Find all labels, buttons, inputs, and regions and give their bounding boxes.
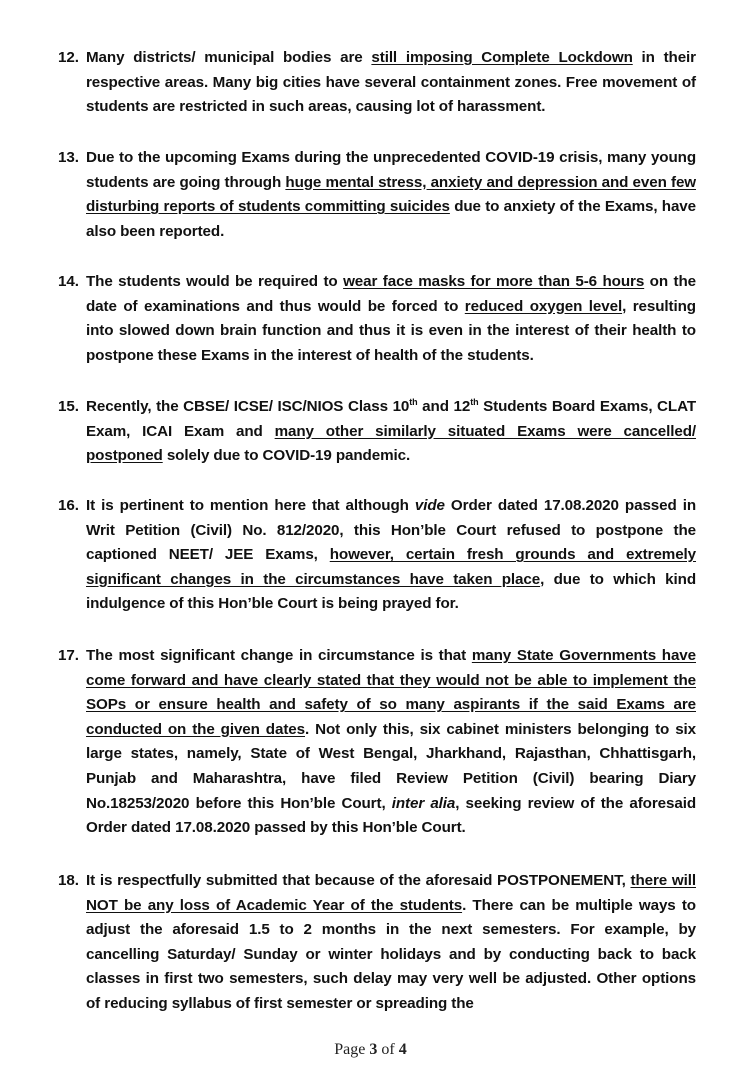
paragraph-number: 12. (58, 49, 79, 66)
paragraph-14 (58, 270, 696, 368)
underlined-text: however, certain fresh grounds and extremely significant changes in the circumstances have taken place (86, 546, 697, 588)
text-segment: The students would be required to (86, 273, 344, 290)
text-segment: and 12 (417, 398, 471, 415)
superscript-text: th (470, 396, 479, 407)
paragraph-text (58, 395, 696, 469)
paragraph-number: 15. (58, 398, 79, 415)
page-label: Page (334, 1041, 370, 1058)
underlined-text: huge mental stress, anxiety and depression and even few disturbing reports of students committing suicides (86, 173, 697, 216)
paragraph-text (58, 270, 696, 368)
paragraph-text (58, 46, 696, 120)
underlined-text: many State Governments have come forward and have clearly stated that they would not be able to implement the SOPs or ensure health and safety of so many aspirants if the said Exams are conducted on the given dates (86, 647, 696, 738)
paragraph-12 (58, 46, 696, 120)
text-segment: Order dated 17.08.2020 passed in Writ Petition (Civil) No. 812/2020, this Hon’ble Court refused to postpone the captioned NEET/ JEE Exams, (86, 497, 696, 564)
text-segment: , seeking review of the aforesaid Order dated 17.08.2020 passed by this Hon’ble Court. (86, 794, 696, 837)
paragraph-16 (58, 494, 696, 617)
paragraph-13 (58, 146, 696, 244)
underlined-text: there will NOT be any loss of Academic Year of the students (86, 872, 696, 914)
text-segment: . Not only this, six cabinet ministers belonging to six large states, namely, State of West Bengal, Jharkhand, Rajasthan, Chhattisgarh, Punjab and Maharashtra, have filed Review Petition (Civil) bearing Diary No.18253/2020 before this Hon’ble Court, (86, 720, 697, 812)
text-segment: due to anxiety of the Exams, have also been reported. (86, 198, 696, 240)
text-segment: Students Board Exams, CLAT Exam, ICAI Exam and (86, 398, 696, 440)
paragraph-15 (58, 395, 696, 469)
text-segment: , due to which kind indulgence of this Hon’ble Court is being prayed for. (86, 570, 696, 613)
paragraph-number: 18. (58, 872, 79, 889)
current-page-number: 3 (369, 1041, 378, 1058)
page-footer (0, 1041, 741, 1059)
text-segment: , resulting into slowed down brain function and thus it is even in the interest of their health to postpone these Exams in the interest of health of the students. (86, 297, 696, 364)
text-segment: solely due to COVID-19 pandemic. (162, 447, 411, 465)
text-segment: Due to the upcoming Exams during the unprecedented COVID-19 crisis, many young students are going through (86, 149, 696, 191)
paragraph-number: 13. (58, 149, 79, 166)
superscript-text: th (409, 396, 418, 407)
paragraph-text (58, 644, 696, 841)
text-segment: . There can be multiple ways to adjust the aforesaid 1.5 to 2 months in the next semesters. For example, by cancelling Saturday/ Sunday or winter holidays and by conducting back to back classes in first two semesters, such delay may very well be adjusted. Other options of reducing syllabus of first semester or spreading the (86, 896, 696, 1012)
text-segment: on the date of examinations and thus would be forced to (86, 273, 696, 315)
text-segment: Recently, the CBSE/ ICSE/ ISC/NIOS Class 10 (86, 398, 410, 415)
text-segment: Many districts/ municipal bodies are (86, 49, 372, 66)
paragraph-17 (58, 644, 696, 841)
paragraph-number: 14. (58, 273, 79, 290)
text-segment: It is pertinent to mention here that although (86, 497, 415, 514)
underlined-text: reduced oxygen level (464, 297, 623, 315)
total-page-count: 4 (398, 1041, 407, 1058)
paragraph-text (58, 146, 696, 244)
italic-text: inter alia (391, 794, 456, 812)
underlined-text: wear face masks for more than 5-6 hours (343, 273, 645, 290)
paragraph-18 (58, 869, 696, 1017)
text-segment: The most significant change in circumstance is that (86, 647, 472, 664)
paragraph-number: 16. (58, 497, 79, 514)
page-separator: of (377, 1041, 399, 1058)
paragraph-text (58, 494, 696, 617)
paragraph-number: 17. (58, 647, 79, 664)
text-segment: It is respectfully submitted that because of the aforesaid POSTPONEMENT, (86, 872, 631, 889)
italic-text: vide (414, 497, 445, 514)
underlined-text: still imposing Complete Lockdown (371, 49, 633, 66)
paragraph-text (58, 869, 696, 1017)
text-segment: in their respective areas. Many big cities have several containment zones. Free movement of students are restricted in such areas, causing lot of harassment. (86, 49, 696, 116)
underlined-text: many other similarly situated Exams were cancelled/ postponed (86, 422, 697, 465)
